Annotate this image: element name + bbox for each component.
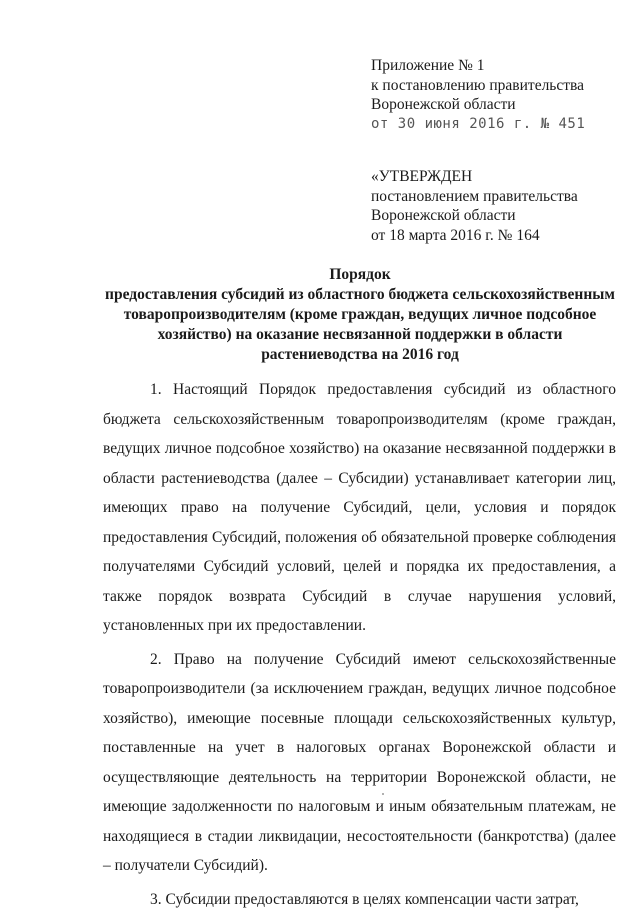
title-line-5: растениеводства на 2016 год xyxy=(90,345,630,365)
paragraph-3: 3. Субсидии предоставляются в целях компенсации части затрат, xyxy=(103,885,616,914)
appendix-date-stamp: от 30 июня 2016 г. № 451 xyxy=(371,115,631,135)
document-body xyxy=(103,375,616,914)
title-line-2: предоставления субсидий из областного бюджета сельскохозяйственным xyxy=(90,285,630,305)
appendix-block xyxy=(371,56,631,134)
document-title xyxy=(90,265,630,365)
approval-resolution: постановлением правительства xyxy=(371,187,631,207)
title-line-4: хозяйство) на оказание несвязанной поддержки в области xyxy=(90,325,630,345)
scan-speck xyxy=(382,793,384,795)
appendix-resolution: к постановлению правительства xyxy=(371,76,631,96)
approval-block xyxy=(371,167,631,245)
approval-heading: «УТВЕРЖДЕН xyxy=(371,167,631,187)
title-line-3: товаропроизводителям (кроме граждан, ведущих личное подсобное xyxy=(90,305,630,325)
title-line-1: Порядок xyxy=(90,265,630,285)
approval-region: Воронежской области xyxy=(371,206,631,226)
approval-date: от 18 марта 2016 г. № 164 xyxy=(371,226,631,246)
paragraph-1: 1. Настоящий Порядок предоставления субсидий из областного бюджета сельскохозяйственным товаропроизводителям (кроме граждан, ведущих личное подсобное хозяйство) на оказание несвязанной поддержки в области растениеводства (далее – Субсидии) устанавливает категории лиц, имеющих право на получение Субсидий, цели, условия и порядок предоставления Субсидий, положения об обязательной проверке соблюдения получателями Субсидий условий, целей и порядка их предоставления, а также порядок возврата Субсидий в случае нарушения условий, установленных при их предоставлении. xyxy=(103,375,616,641)
appendix-number: Приложение № 1 xyxy=(371,56,631,76)
paragraph-2: 2. Право на получение Субсидий имеют сельскохозяйственные товаропроизводители (за исключением граждан, ведущих личное подсобное хозяйство), имеющие посевные площади сельскохозяйственных культур, поставленные на учет в налоговых органах Воронежской области и осуществляющие деятельность на территории Воронежской области, не имеющие задолженности по налоговым и иным обязательным платежам, не находящиеся в стадии ликвидации, несостоятельности (банкротства) (далее – получатели Субсидий). xyxy=(103,645,616,881)
appendix-region: Воронежской области xyxy=(371,95,631,115)
